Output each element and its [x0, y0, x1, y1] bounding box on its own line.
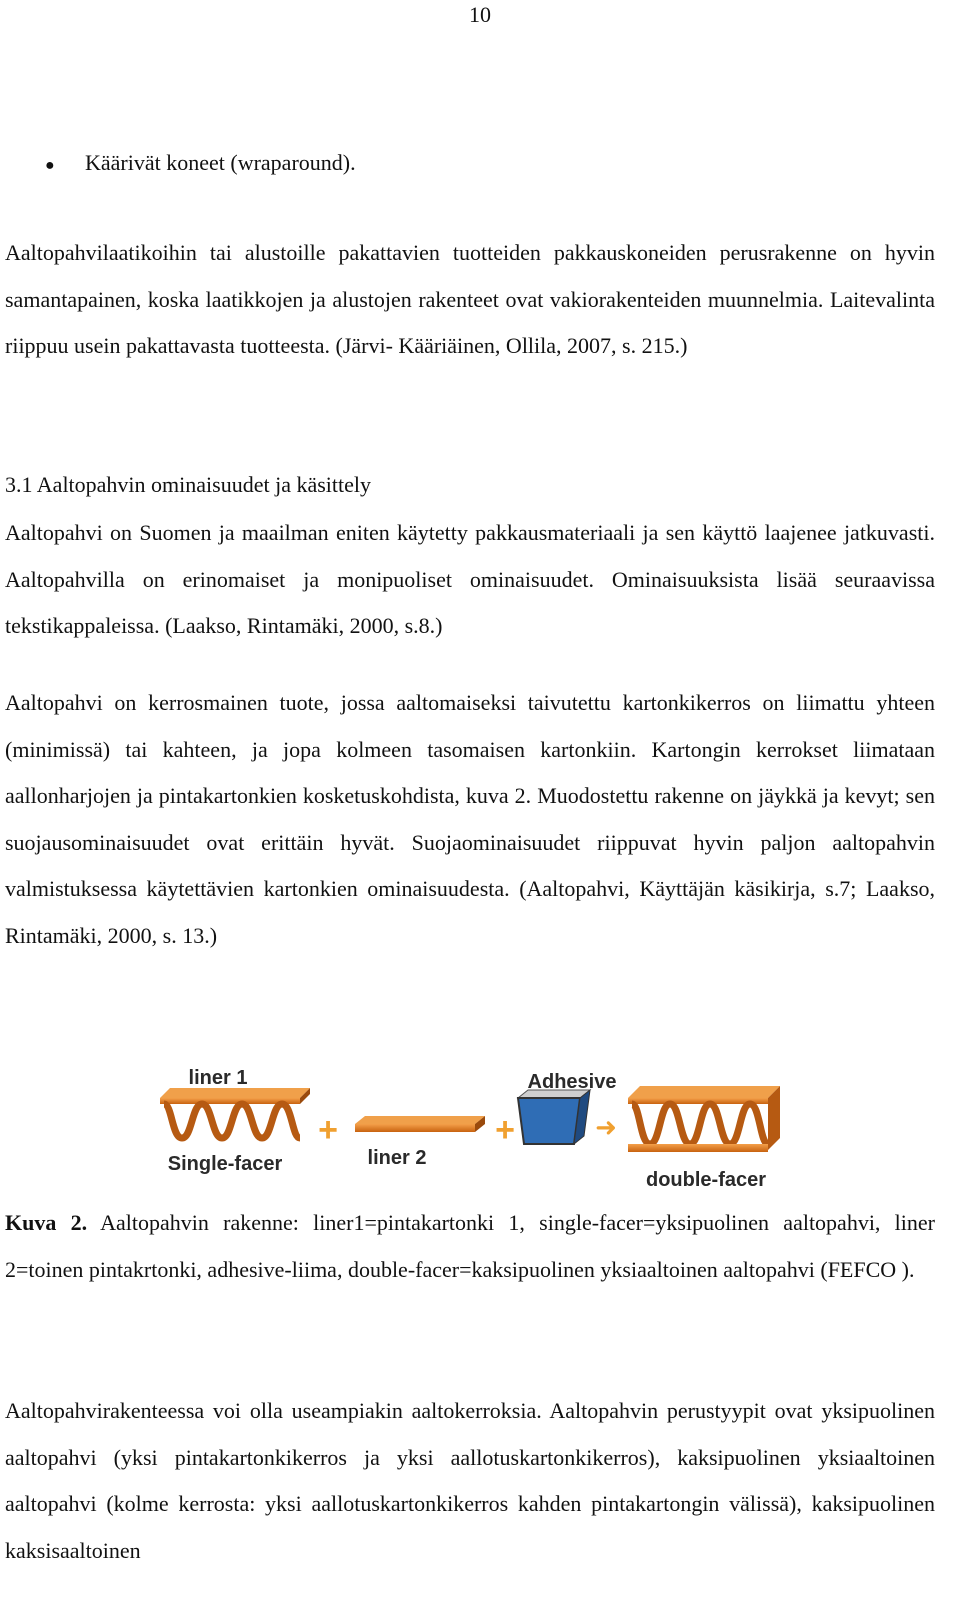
bullet-item	[45, 148, 356, 181]
single-facer-shape	[160, 1088, 310, 1138]
caption-label: Kuva 2.	[5, 1210, 88, 1235]
paragraph-corrugated-intro: Aaltopahvi on Suomen ja maailman eniten käytetty pakkausmateriaali ja sen käyttö laajenee jatkuvasti. Aaltopahvilla on erinomaiset ja monipuoliset ominaisuudet. Ominaisuuksista lisää seuraavissa tekstikappaleissa. (Laakso, Rintamäki, 2000, s.8.)	[5, 520, 935, 638]
liner2-label: liner 2	[367, 1147, 427, 1169]
section-heading: 3.1 Aaltopahvin ominaisuudet ja käsittely	[5, 472, 371, 497]
single-facer-label: Single-facer	[167, 1153, 283, 1175]
double-facer-shape	[628, 1086, 780, 1152]
figure-caption	[5, 1200, 935, 1293]
corrugated-structure-diagram	[150, 1058, 790, 1203]
liner1-label: liner 1	[188, 1067, 248, 1089]
double-facer-label: double-facer	[645, 1169, 767, 1191]
bullet-dot-icon: ●	[45, 157, 55, 174]
paragraph-packaging-machines: Aaltopahvilaatikoihin tai alustoille pakattavien tuotteiden pakkauskoneiden perusrakenne on hyvin samantapainen, koska laatikkojen ja alustojen rakenteet ovat vakiorakenteiden muunnelmia. Laitevalinta riippuu usein pakattavasta tuotteesta. (Järvi- Kääriäinen, Ollila, 2007, s. 215.)	[5, 240, 935, 358]
corrugated-board-figure	[150, 1058, 790, 1203]
plus-icon: +	[318, 1111, 338, 1149]
arrow-right-icon: ➜	[595, 1113, 617, 1143]
page-number: 10	[469, 2, 491, 27]
liner2-shape	[355, 1116, 485, 1132]
paragraph-corrugated-structure: Aaltopahvi on kerrosmainen tuote, jossa aaltomaiseksi taivutettu kartonkikerros on liimattu yhteen (minimissä) tai kahteen, ja jopa kolmeen tasomaisen kartonkiin. Kartongin kerrokset liimataan aallonharjojen ja pintakartonkien kosketuskohdista, kuva 2. Muodostettu rakenne on jäykkä ja kevyt; sen suojausominaisuudet ovat erittäin hyvät. Suojaominaisuudet riippuvat hyvin paljon aaltopahvin valmistuksessa käytettävien kartonkien ominaisuudesta. (Aaltopahvi, Käyttäjän käsikirja, s.7; Laakso, Rintamäki, 2000, s. 13.)	[5, 690, 935, 948]
plus-icon: +	[495, 1111, 515, 1149]
bullet-text: Käärivät koneet (wraparound).	[85, 150, 356, 175]
paragraph-corrugated-types: Aaltopahvirakenteessa voi olla useampiakin aaltokerroksia. Aaltopahvin perustyypit ovat yksipuolinen aaltopahvi (yksi pintakartonkikerros ja yksi aallotuskartonkikerros), kaksipuolinen yksiaaltoinen aaltopahvi (kolme kerrosta: yksi aallotuskartonkikerros kahden pintakartongin välissä), kaksipuolinen kaksisaaltoinen	[5, 1398, 935, 1563]
adhesive-label: Adhesive	[527, 1071, 617, 1093]
adhesive-container-shape	[518, 1090, 590, 1144]
caption-text: Aaltopahvin rakenne: liner1=pintakartonki 1, single-facer=yksipuolinen aaltopahvi, liner 2=toinen pintakrtonki, adhesive-liima, double-facer=kaksipuolinen yksiaaltoinen aaltopahvi (FEFCO ).	[5, 1210, 935, 1282]
